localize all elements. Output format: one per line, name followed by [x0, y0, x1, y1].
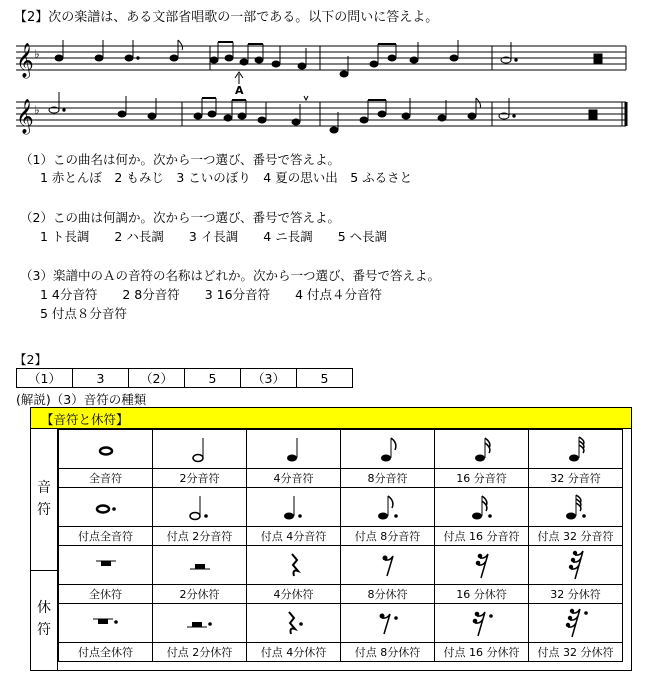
- answer-heading: 【2】: [14, 352, 47, 367]
- dotted-whole-note-icon: [59, 488, 153, 527]
- note-label: 4分音符: [247, 469, 341, 488]
- dotted-half-rest-icon: [153, 604, 247, 643]
- whole-note-icon: [59, 430, 153, 469]
- score-svg: [14, 36, 644, 144]
- group-label-rests-1: 休: [37, 600, 51, 616]
- dotted-note-label: 付点 32 分音符: [529, 527, 623, 546]
- dotted-note-label: 付点 4分音符: [247, 527, 341, 546]
- dotted-thirtysecond-note-icon: [529, 488, 623, 527]
- rest-label: 2分休符: [153, 585, 247, 604]
- answer-cell: 5: [185, 369, 241, 388]
- table-header: [31, 408, 631, 429]
- q2-options: 1 ト長調 2 ハ長調 3 イ長調 4 ニ長調 5 ヘ長調: [40, 229, 388, 244]
- rest-label: 全休符: [59, 585, 153, 604]
- group-label-notes-2: 符: [37, 502, 51, 518]
- flat-icon: ♭: [34, 47, 40, 61]
- whole-rest-icon: [59, 546, 153, 585]
- dotted-rest-label: 付点 2分休符: [153, 643, 247, 662]
- staff-1: [16, 46, 626, 70]
- rest-label: 4分休符: [247, 585, 341, 604]
- dotted-rest-label: 付点全休符: [59, 643, 153, 662]
- answer-cell: 5: [297, 369, 353, 388]
- dotted-sixteenth-rest-icon: [435, 604, 529, 643]
- table-header-label: 【音符と休符】: [41, 412, 129, 427]
- note-label: 16 分音符: [435, 469, 529, 488]
- group-label-notes-1: 音: [37, 480, 51, 496]
- q3-prompt: （3）楽譜中のＡの音符の名称はどれか。次から一つ選び、番号で答えよ。: [20, 268, 440, 283]
- group-label-rests-2: 符: [37, 622, 51, 638]
- staff-1-notes: [55, 40, 602, 84]
- note-label: 8分音符: [341, 469, 435, 488]
- note-grid: [58, 429, 623, 662]
- dotted-rest-label: 付点 32 分休符: [529, 643, 623, 662]
- dotted-rest-label: 付点 16 分休符: [435, 643, 529, 662]
- dotted-quarter-note-icon: [247, 488, 341, 527]
- note-rest-table: [30, 407, 632, 671]
- dotted-quarter-rest-icon: [247, 604, 341, 643]
- marker-a: A: [235, 84, 244, 97]
- dotted-whole-rest-icon: [59, 604, 153, 643]
- half-rest-icon: [153, 546, 247, 585]
- dotted-note-label: 付点 8分音符: [341, 527, 435, 546]
- answer-cell: （2）: [129, 369, 185, 388]
- q3-options-line2: 5 付点８分音符: [40, 306, 127, 321]
- dotted-note-label: 付点 16 分音符: [435, 527, 529, 546]
- question-title: 【2】次の楽譜は、ある文部省唱歌の一部である。以下の問いに答えよ。: [14, 10, 439, 25]
- answer-cell: （1）: [17, 369, 73, 388]
- q3-options-line1: 1 4分音符 2 8分音符 3 16分音符 4 付点４分音符: [40, 287, 383, 302]
- dotted-thirtysecond-rest-icon: [529, 604, 623, 643]
- q1-prompt: （1）この曲名は何か。次から一つ選び、番号で答えよ。: [20, 152, 340, 167]
- note-label: 2分音符: [153, 469, 247, 488]
- thirtysecond-rest-icon: [529, 546, 623, 585]
- quarter-rest-icon: [247, 546, 341, 585]
- eighth-rest-icon: [341, 546, 435, 585]
- dotted-eighth-rest-icon: [341, 604, 435, 643]
- rest-label: 32 分休符: [529, 585, 623, 604]
- dotted-rest-label: 付点 4分休符: [247, 643, 341, 662]
- rest-label: 16 分休符: [435, 585, 529, 604]
- explanation: (解説)（3）音符の種類: [16, 392, 147, 407]
- dotted-sixteenth-note-icon: [435, 488, 529, 527]
- dotted-half-note-icon: [153, 488, 247, 527]
- rest-label: 8分休符: [341, 585, 435, 604]
- answer-cell: （3）: [241, 369, 297, 388]
- flat-icon: ♭: [34, 103, 40, 117]
- dotted-eighth-note-icon: [341, 488, 435, 527]
- note-label: 全音符: [59, 469, 153, 488]
- half-note-icon: [153, 430, 247, 469]
- treble-clef-icon: 𝄞: [16, 99, 34, 134]
- dotted-note-label: 付点 2分音符: [153, 527, 247, 546]
- sixteenth-note-icon: [435, 430, 529, 469]
- eighth-note-icon: [341, 430, 435, 469]
- note-label: 32 分音符: [529, 469, 623, 488]
- dotted-note-label: 付点全音符: [59, 527, 153, 546]
- music-score: [14, 36, 644, 147]
- treble-clef-icon: 𝄞: [16, 43, 34, 78]
- q2-prompt: （2）この曲は何調か。次から一つ選び、番号で答えよ。: [20, 210, 340, 225]
- answer-cell: 3: [73, 369, 129, 388]
- q1-options: 1 赤とんぼ 2 もみじ 3 こいのぼり 4 夏の思い出 5 ふるさと: [40, 170, 413, 185]
- group-column: [31, 429, 58, 670]
- sixteenth-rest-icon: [435, 546, 529, 585]
- staff-2: [16, 102, 626, 126]
- thirtysecond-note-icon: [529, 430, 623, 469]
- dotted-rest-label: 付点 8分休符: [341, 643, 435, 662]
- answer-table: [16, 368, 353, 388]
- staff-2-notes: [49, 92, 597, 133]
- quarter-note-icon: [247, 430, 341, 469]
